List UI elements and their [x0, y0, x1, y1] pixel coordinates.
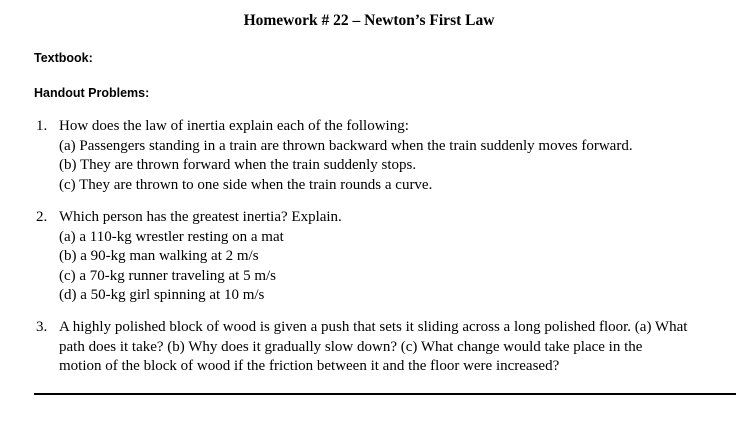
problem-text-line: path does it take? (b) Why does it gradually slow down? (c) What change would take place in the — [59, 338, 643, 355]
problem-text-line: A highly polished block of wood is given a push that sets it sliding across a long polished floor. (a) What — [59, 319, 688, 335]
textbook-label: Textbook: — [34, 51, 93, 65]
problem-question: Which person has the greatest inertia? Explain. — [59, 209, 342, 225]
problem-part-b: (b) They are thrown forward when the train suddenly stops. — [59, 157, 417, 173]
problem-body — [59, 117, 738, 195]
problem-body — [59, 208, 738, 306]
problem-part-c: (c) a 70-kg runner traveling at 5 m/s — [59, 267, 277, 284]
problem-number: 1. — [36, 118, 48, 134]
problem-question: How does the law of inertia explain each of the following: — [59, 118, 409, 134]
problem-number: 2. — [36, 209, 48, 225]
horizontal-rule — [34, 393, 736, 395]
problem-part-d: (d) a 50-kg girl spinning at 10 m/s — [59, 287, 265, 303]
problem-part-b: (b) a 90-kg man walking at 2 m/s — [59, 248, 259, 264]
problem-part-a: (a) a 110-kg wrestler resting on a mat — [59, 228, 284, 245]
problem-number: 3. — [36, 319, 48, 335]
problem-part-c: (c) They are thrown to one side when the train rounds a curve. — [59, 176, 433, 193]
page-title: Homework # 22 – Newton’s First Law — [243, 12, 495, 29]
handout-problems-label: Handout Problems: — [34, 86, 150, 100]
problem-body — [59, 318, 738, 377]
problem-part-a: (a) Passengers standing in a train are thrown backward when the train suddenly moves forward. — [59, 137, 633, 154]
problem-text-line: motion of the block of wood if the friction between it and the floor were increased? — [59, 358, 560, 374]
